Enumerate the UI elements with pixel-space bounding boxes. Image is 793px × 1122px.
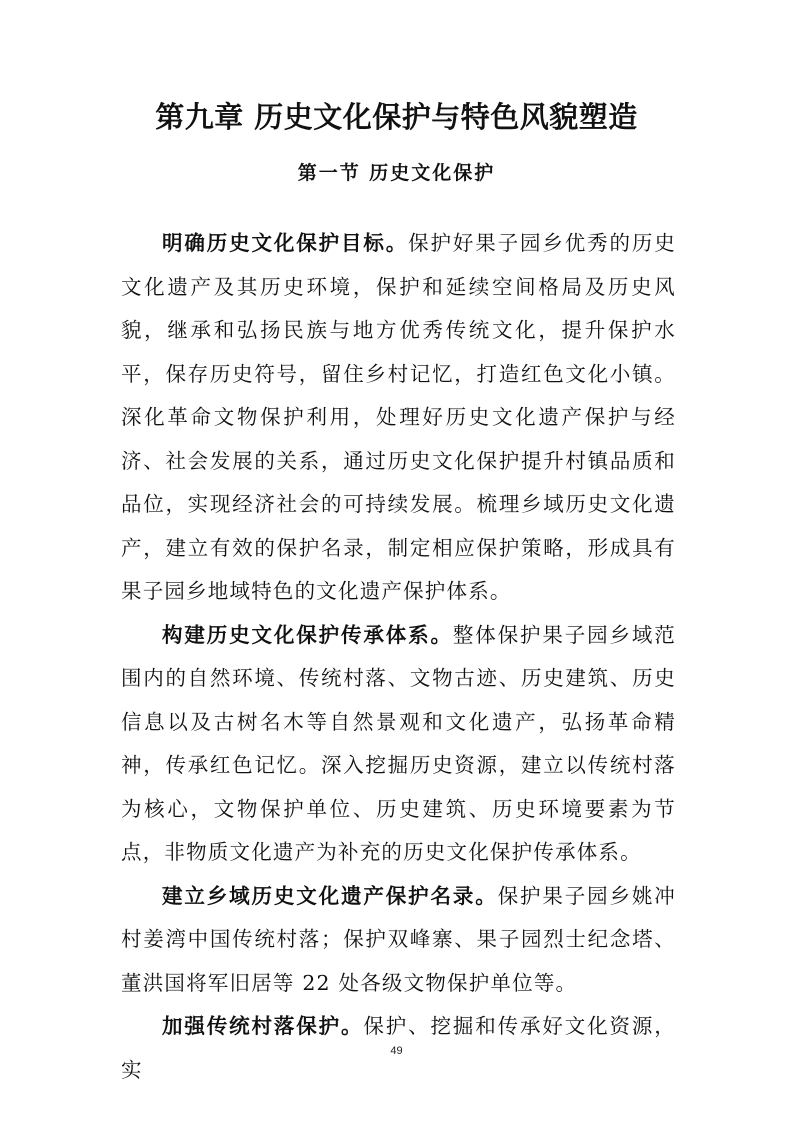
chapter-title: 第九章 历史文化保护与特色风貌塑造 [155,100,638,134]
page-number: 49 [390,1045,403,1057]
paragraph [121,875,676,1006]
body-text [121,222,676,1092]
paragraph-text: 保护、挖掘和传承好文化资源，实 [121,1014,676,1082]
section-title: 第一节 历史文化保护 [297,162,496,184]
paragraph-text: 整体保护果子园乡域范围内的自然环境、传统村落、文物古迹、历史建筑、历史信息以及古树名木等自然景观和文化遗产，弘扬革命精神，传承红色记忆。深入挖掘历史资源，建立以传统村落为核心，文物保护单位、历史建筑、历史环境要素为节点，非物质文化遗产为补充的历史文化保护传承体系。 [121,622,676,864]
paragraph-lead: 建立乡域历史文化遗产保护名录。 [162,883,498,908]
paragraph-lead: 构建历史文化保护传承体系。 [162,622,453,647]
paragraph-lead: 加强传统村落保护。 [162,1014,364,1038]
paragraph [121,614,676,875]
paragraph-text: 保护好果子园乡优秀的历史文化遗产及其历史环境，保护和延续空间格局及历史风貌，继承和弘扬民族与地方优秀传统文化，提升保护水平，保存历史符号，留住乡村记忆，打造红色文化小镇。深化革命文物保护利用，处理好历史文化遗产保护与经济、社会发展的关系，通过历史文化保护提升村镇品质和品位，实现经济社会的可持续发展。梳理乡域历史文化遗产，建立有效的保护名录，制定相应保护策略，形成具有果子园乡地域特色的文化遗产保护体系。 [121,231,677,603]
paragraph-text: 保护果子园乡姚冲村姜湾中国传统村落；保护双峰寨、果子园烈士纪念塔、董洪国将军旧居等 22 处各级文物保护单位等。 [121,883,676,995]
paragraph-lead: 明确历史文化保护目标。 [162,231,409,255]
paragraph [121,222,676,614]
